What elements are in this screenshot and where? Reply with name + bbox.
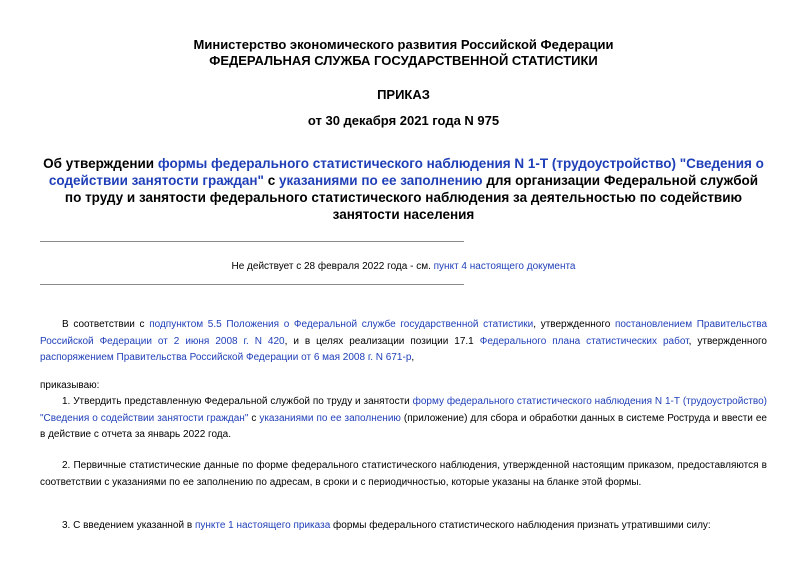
order-word: приказываю: xyxy=(40,380,100,391)
status-note-link[interactable]: пункт 4 настоящего документа xyxy=(433,261,576,272)
title-form-link[interactable]: формы федерального статистического наблюдения N 1-Т (трудоустройство) "Сведения о содействии занятости граждан" xyxy=(48,156,764,188)
resolution-link[interactable]: постановлением Правительства Российской Федерации от 2 июня 2008 г. N 420 xyxy=(40,319,768,347)
preamble-text: , утвержденного xyxy=(688,335,767,347)
item-3-text: формы федерального статистического наблюдения признать утратившими силу: xyxy=(330,520,711,531)
item-2-text: 2. Первичные статистические данные по форме федерального статистического наблюдения, утвержденной настоящим приказом, предоставляются в соответствии с указаниями по ее заполнению по адресам, в сроки и с периодичностью, которые указаны на бланке этой формы. xyxy=(40,460,767,488)
preamble-text: , и в целях реализации позиции 17.1 xyxy=(284,335,480,347)
title-text: для организации Федеральной службой по труду и занятости федерального статистического наблюдения за деятельностью по содействию занятости населения xyxy=(64,173,759,222)
status-note xyxy=(40,260,767,273)
doc-type: ПРИКАЗ xyxy=(377,87,430,102)
item-3-text: 3. С введением указанной в xyxy=(62,520,195,531)
doc-date: от 30 декабря 2021 года N 975 xyxy=(307,113,500,128)
ministry-name: Министерство экономического развития Российской Федерации xyxy=(193,37,614,52)
title-text: с xyxy=(263,173,279,188)
item-1-form-link[interactable]: форму федерального статистического наблюдения N 1-Т (трудоустройство) "Сведения о содействии занятости граждан" xyxy=(40,396,768,424)
document-title xyxy=(40,155,767,223)
item-3 xyxy=(40,518,767,535)
decree-link[interactable]: распоряжением Правительства Российской Федерации от 6 мая 2008 г. N 671-р xyxy=(40,352,412,363)
item-1-text: (приложение) для сбора и обработки данных в системе Роструда и ввести ее в действие с отчета за январь 2022 года. xyxy=(40,412,767,440)
title-text: Об утверждении xyxy=(43,156,158,171)
item-3-link[interactable]: пункте 1 настоящего приказа xyxy=(194,520,331,531)
stat-plan-link[interactable]: Федерального плана статистических работ xyxy=(479,335,689,347)
item-2 xyxy=(40,458,767,491)
item-1-text: 1. Утвердить представленную Федеральной службой по труду и занятости xyxy=(62,396,413,407)
divider-top xyxy=(40,241,464,242)
title-instructions-link[interactable]: указаниями по ее заполнению xyxy=(278,173,483,188)
item-1 xyxy=(40,394,767,444)
regulation-link[interactable]: подпунктом 5.5 Положения о Федеральной службе государственной статистики xyxy=(149,319,534,330)
preamble-text: , утвержденного xyxy=(533,319,615,330)
divider-bottom xyxy=(40,284,464,285)
preamble-text: В соответствии с xyxy=(62,319,150,330)
status-note-text: Не действует с 28 февраля 2022 года - см. xyxy=(231,261,434,272)
service-name: ФЕДЕРАЛЬНАЯ СЛУЖБА ГОСУДАРСТВЕННОЙ СТАТИСТИКИ xyxy=(209,53,598,68)
item-1-text: с xyxy=(248,412,260,424)
preamble-text: , xyxy=(411,352,415,363)
item-1-instructions-link[interactable]: указаниями по ее заполнению xyxy=(259,412,401,424)
preamble xyxy=(40,317,767,367)
